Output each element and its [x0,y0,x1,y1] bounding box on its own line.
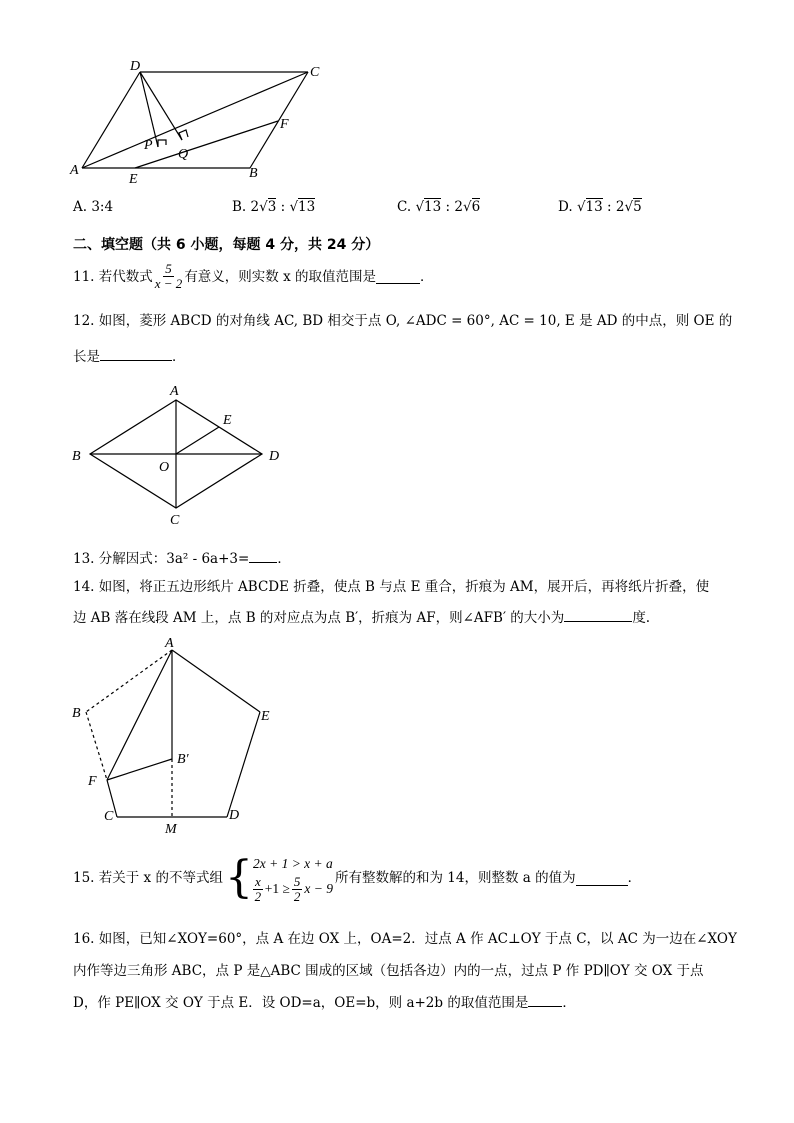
label-E: E [261,709,270,724]
question-16-line2: 内作等边三角形 ABC，点 P 是△ABC 围成的区域（包括各边）内的一点，过点 P 作 PD∥OY 交 OX 于点 [73,963,704,979]
segment-AC [82,72,308,168]
label-O: O [159,460,170,475]
question-14-line2: 边 AB 落在线段 AM 上，点 B 的对应点为点 B′，折痕为 AF，则∠AFB′ 的大小为 度. [73,607,650,628]
inequality-2: $\frac{x}{2}$ +1 ≥ $\frac{5}{2}$ x − 9 [254,873,334,904]
right-angle-mark-P [158,140,166,147]
answer-blank[interactable] [564,607,632,622]
sqrt-icon: √ [576,199,586,215]
figure-q14-pentagon [60,635,290,840]
section-title: 二、填空题（共 6 小题，每题 4 分，共 24 分） [73,237,380,253]
sqrt-icon: √ [259,199,268,215]
fraction: $\frac{5}{x - 2}$ [154,261,183,291]
inequality-1: 2x + 1 > x + a [252,855,333,871]
sqrt-icon: √ [289,199,299,215]
answer-blank[interactable] [528,992,562,1007]
question-13: 13. 分解因式：3a² - 6a+3= ． [73,548,291,569]
segment-DQ [140,72,182,140]
label-B: B [72,449,81,464]
label-P: P [144,138,153,153]
segment-OE [176,427,219,454]
label-F: F [280,117,289,132]
label-B: B [72,706,81,721]
label-C: C [310,65,320,80]
segment-AE [172,650,260,712]
label-B: B [249,166,258,181]
segment-AF [107,650,172,780]
question-14-line1: 14. 如图，将正五边形纸片 ABCDE 折叠，使点 B 与点 E 重合，折痕为 AM，展开后，再将纸片折叠，使 [73,579,710,595]
label-A: A [70,163,79,178]
label-D: D [229,808,240,823]
label-Q: Q [178,147,189,162]
segment-BC [250,72,308,168]
answer-blank[interactable] [249,548,277,563]
figure-q10-parallelogram [60,55,340,190]
sqrt-icon: √ [462,199,472,215]
brace-icon: { [224,852,253,903]
answer-blank[interactable] [100,346,172,361]
label-E: E [223,413,232,428]
label-A: A [170,384,179,399]
segment-DP [140,72,158,147]
figure-q12-rhombus [60,380,300,530]
inequality-system [253,853,333,904]
segment-ED [227,712,260,817]
sqrt-icon: √ [624,199,634,215]
question-16-line1: 16. 如图，已知∠XOY=60°，点 A 在边 OX 上，OA=2．过点 A 作 AC⊥OY 于点 C，以 AC 为一边在∠XOY [73,931,737,947]
option-b: B. 2√3 : √13 [232,199,316,215]
answer-blank[interactable] [576,871,628,886]
segment-BF-dashed [86,712,107,780]
option-c: C. √13 : 2√6 [397,199,481,215]
label-D: D [269,449,280,464]
option-a: A. 3:4 [73,199,114,215]
sqrt-icon: √ [415,199,425,215]
answer-blank[interactable] [376,269,420,284]
option-d: D. √13 : 2√5 [558,199,642,215]
label-M: M [165,822,177,837]
question-11: 11. 若代数式 $\frac{5}{x - 2}$ 有意义，则实数 x 的取值范围是 ． [73,261,434,291]
right-angle-mark-Q [179,130,188,140]
label-D: D [130,59,141,74]
segment-FB1 [107,759,172,780]
question-16-line3: D，作 PE∥OX 交 OY 于点 E．设 OD=a，OE=b，则 a+2b 的取值范围是 ． [73,992,576,1013]
segment-AD [82,72,140,168]
label-E: E [129,172,138,187]
segment-EF [135,121,278,168]
question-12-line2: 长是 ． [73,346,186,367]
question-15: 15. 若关于 x 的不等式组 { 2x + 1 > x + a $\frac{x}{2}$ +1 ≥ $\frac{5}{2}$ x − 9 所有整数解的和为 14，则整数 a 的值为 ． [73,852,642,904]
segment-AB-dashed [86,650,172,712]
label-A: A [165,636,174,651]
question-12-line1: 12. 如图，菱形 ABCD 的对角线 AC, BD 相交于点 O, ∠ADC = 60°, AC = 10, E 是 AD 的中点，则 OE 的 [73,313,733,329]
label-F: F [88,774,97,789]
label-C: C [104,809,114,824]
label-B-prime: B′ [177,752,189,767]
label-C: C [170,513,180,528]
